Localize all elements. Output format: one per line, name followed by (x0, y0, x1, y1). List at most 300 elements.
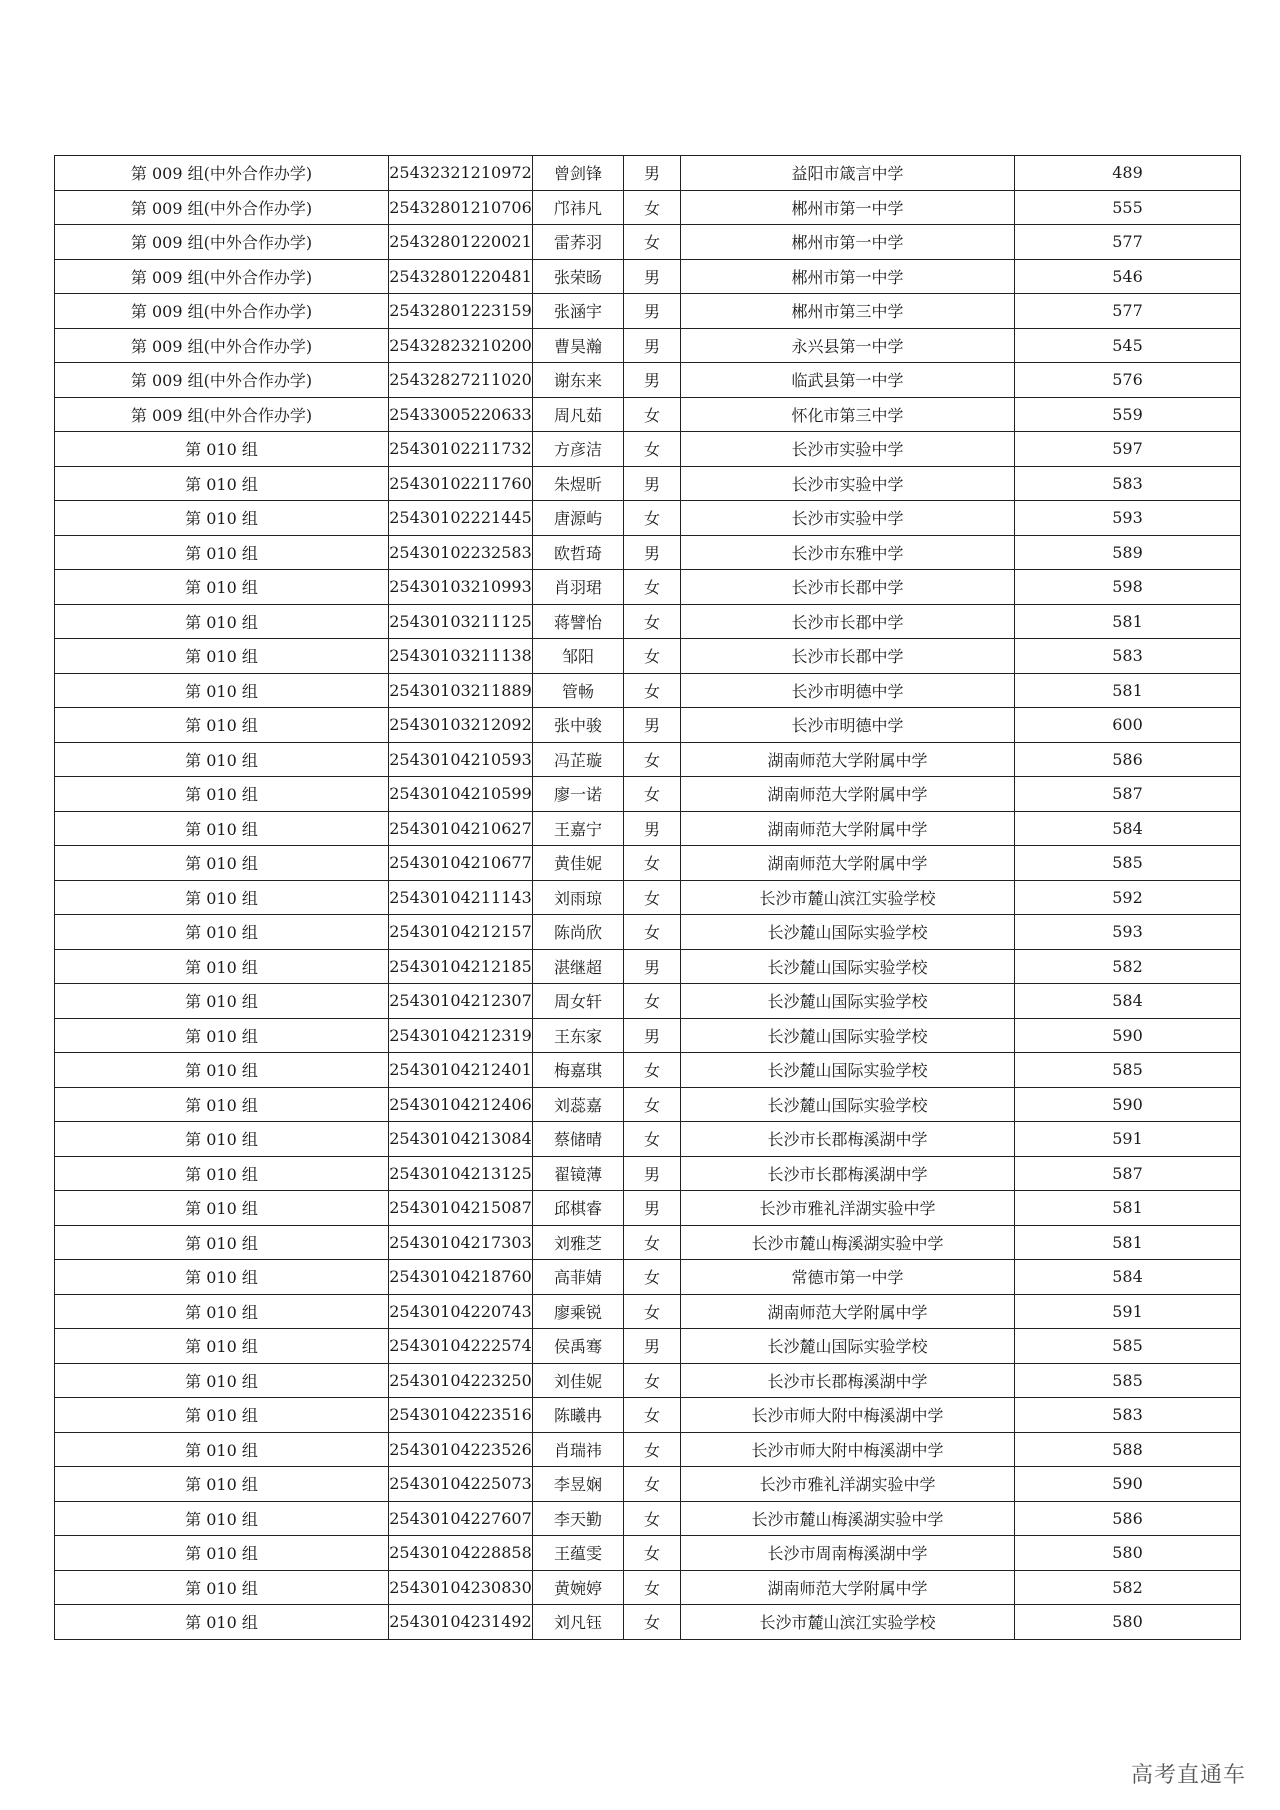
cell-score: 590 (1015, 1087, 1241, 1122)
admission-table-container (54, 155, 1240, 1640)
cell-sex: 女 (624, 1432, 681, 1467)
cell-exam-id: 25430104227607 (389, 1501, 533, 1536)
table-row (55, 1363, 1241, 1398)
table-body (55, 156, 1241, 1640)
cell-school: 长沙市长郡中学 (681, 639, 1015, 674)
cell-score: 586 (1015, 1501, 1241, 1536)
cell-score: 580 (1015, 1536, 1241, 1571)
cell-school: 长沙市明德中学 (681, 708, 1015, 743)
cell-sex: 女 (624, 190, 681, 225)
cell-name: 张中骏 (533, 708, 624, 743)
cell-score: 559 (1015, 397, 1241, 432)
cell-school: 常德市第一中学 (681, 1260, 1015, 1295)
cell-sex: 女 (624, 1501, 681, 1536)
cell-sex: 女 (624, 1225, 681, 1260)
cell-exam-id: 25430104211143 (389, 880, 533, 915)
cell-school: 长沙市师大附中梅溪湖中学 (681, 1432, 1015, 1467)
table-row (55, 949, 1241, 984)
cell-score: 584 (1015, 811, 1241, 846)
cell-score: 587 (1015, 777, 1241, 812)
cell-sex: 男 (624, 363, 681, 398)
cell-score: 585 (1015, 1053, 1241, 1088)
cell-group: 第 010 组 (55, 1570, 389, 1605)
cell-exam-id: 25430104210677 (389, 846, 533, 881)
cell-name: 王嘉宁 (533, 811, 624, 846)
cell-sex: 男 (624, 1329, 681, 1364)
cell-sex: 女 (624, 1122, 681, 1157)
cell-group: 第 010 组 (55, 777, 389, 812)
cell-exam-id: 25430104223526 (389, 1432, 533, 1467)
cell-school: 临武县第一中学 (681, 363, 1015, 398)
cell-exam-id: 25430104228858 (389, 1536, 533, 1571)
cell-score: 586 (1015, 742, 1241, 777)
cell-exam-id: 25430104212406 (389, 1087, 533, 1122)
cell-sex: 女 (624, 1398, 681, 1433)
cell-name: 张涵宇 (533, 294, 624, 329)
table-row (55, 1329, 1241, 1364)
cell-group: 第 010 组 (55, 742, 389, 777)
cell-group: 第 010 组 (55, 1087, 389, 1122)
cell-sex: 女 (624, 1087, 681, 1122)
cell-school: 永兴县第一中学 (681, 328, 1015, 363)
cell-school: 长沙市长郡中学 (681, 604, 1015, 639)
cell-school: 郴州市第一中学 (681, 259, 1015, 294)
table-row (55, 1501, 1241, 1536)
cell-group: 第 009 组(中外合作办学) (55, 156, 389, 191)
cell-school: 长沙市东雅中学 (681, 535, 1015, 570)
cell-sex: 男 (624, 708, 681, 743)
cell-sex: 男 (624, 156, 681, 191)
cell-exam-id: 25430104212307 (389, 984, 533, 1019)
cell-sex: 女 (624, 880, 681, 915)
table-row (55, 501, 1241, 536)
table-row (55, 1018, 1241, 1053)
cell-exam-id: 25432827211020 (389, 363, 533, 398)
cell-exam-id: 25430103211138 (389, 639, 533, 674)
cell-sex: 女 (624, 1605, 681, 1640)
cell-exam-id: 25430104223250 (389, 1363, 533, 1398)
cell-sex: 男 (624, 1018, 681, 1053)
cell-score: 585 (1015, 1329, 1241, 1364)
watermark-text: 高考直通车 (1130, 1763, 1246, 1788)
table-row (55, 1294, 1241, 1329)
cell-group: 第 010 组 (55, 1294, 389, 1329)
cell-score: 580 (1015, 1605, 1241, 1640)
cell-name: 欧哲琦 (533, 535, 624, 570)
table-row (55, 466, 1241, 501)
cell-school: 长沙麓山国际实验学校 (681, 1329, 1015, 1364)
cell-group: 第 009 组(中外合作办学) (55, 225, 389, 260)
cell-name: 黄佳妮 (533, 846, 624, 881)
cell-group: 第 010 组 (55, 1467, 389, 1502)
cell-name: 李昱娴 (533, 1467, 624, 1502)
cell-group: 第 010 组 (55, 1536, 389, 1571)
cell-name: 刘佳妮 (533, 1363, 624, 1398)
cell-exam-id: 25433005220633 (389, 397, 533, 432)
cell-name: 刘雅芝 (533, 1225, 624, 1260)
table-row (55, 1191, 1241, 1226)
cell-group: 第 010 组 (55, 570, 389, 605)
cell-name: 曹昊瀚 (533, 328, 624, 363)
cell-score: 581 (1015, 1191, 1241, 1226)
table-row (55, 984, 1241, 1019)
table-row (55, 156, 1241, 191)
cell-group: 第 009 组(中外合作办学) (55, 190, 389, 225)
cell-sex: 女 (624, 1053, 681, 1088)
cell-name: 刘凡钰 (533, 1605, 624, 1640)
cell-group: 第 009 组(中外合作办学) (55, 259, 389, 294)
cell-group: 第 009 组(中外合作办学) (55, 328, 389, 363)
table-row (55, 604, 1241, 639)
cell-school: 郴州市第三中学 (681, 294, 1015, 329)
cell-name: 廖一诺 (533, 777, 624, 812)
table-row (55, 1260, 1241, 1295)
table-row (55, 1122, 1241, 1157)
cell-group: 第 010 组 (55, 915, 389, 950)
cell-name: 梅嘉琪 (533, 1053, 624, 1088)
cell-score: 576 (1015, 363, 1241, 398)
cell-name: 周女轩 (533, 984, 624, 1019)
cell-exam-id: 25430104210593 (389, 742, 533, 777)
cell-name: 湛继超 (533, 949, 624, 984)
cell-sex: 女 (624, 570, 681, 605)
cell-school: 郴州市第一中学 (681, 190, 1015, 225)
cell-sex: 女 (624, 397, 681, 432)
cell-score: 583 (1015, 1398, 1241, 1433)
cell-group: 第 010 组 (55, 1018, 389, 1053)
cell-group: 第 010 组 (55, 604, 389, 639)
cell-exam-id: 25430104210627 (389, 811, 533, 846)
cell-school: 湖南师范大学附属中学 (681, 1294, 1015, 1329)
cell-exam-id: 25430104213125 (389, 1156, 533, 1191)
cell-exam-id: 25430103210993 (389, 570, 533, 605)
cell-exam-id: 25430103211125 (389, 604, 533, 639)
cell-name: 方彦洁 (533, 432, 624, 467)
cell-exam-id: 25430104210599 (389, 777, 533, 812)
table-row (55, 1156, 1241, 1191)
cell-exam-id: 25430104220743 (389, 1294, 533, 1329)
cell-school: 长沙市实验中学 (681, 466, 1015, 501)
cell-group: 第 010 组 (55, 673, 389, 708)
cell-sex: 男 (624, 294, 681, 329)
table-row (55, 432, 1241, 467)
cell-name: 高菲婧 (533, 1260, 624, 1295)
cell-name: 侯禹骞 (533, 1329, 624, 1364)
cell-group: 第 010 组 (55, 1225, 389, 1260)
cell-group: 第 010 组 (55, 1432, 389, 1467)
cell-name: 李天勤 (533, 1501, 624, 1536)
admission-table (54, 155, 1241, 1640)
cell-group: 第 010 组 (55, 1053, 389, 1088)
cell-school: 长沙市明德中学 (681, 673, 1015, 708)
cell-score: 581 (1015, 604, 1241, 639)
cell-school: 郴州市第一中学 (681, 225, 1015, 260)
cell-name: 雷荞羽 (533, 225, 624, 260)
cell-sex: 男 (624, 811, 681, 846)
cell-name: 黄婉婷 (533, 1570, 624, 1605)
cell-school: 益阳市箴言中学 (681, 156, 1015, 191)
cell-sex: 女 (624, 225, 681, 260)
cell-score: 592 (1015, 880, 1241, 915)
cell-group: 第 009 组(中外合作办学) (55, 294, 389, 329)
cell-exam-id: 25430102211732 (389, 432, 533, 467)
cell-score: 593 (1015, 501, 1241, 536)
cell-sex: 女 (624, 673, 681, 708)
cell-name: 王蕴雯 (533, 1536, 624, 1571)
cell-name: 邱棋睿 (533, 1191, 624, 1226)
cell-group: 第 010 组 (55, 1156, 389, 1191)
cell-exam-id: 25430104212157 (389, 915, 533, 950)
cell-group: 第 010 组 (55, 880, 389, 915)
cell-exam-id: 25430104217303 (389, 1225, 533, 1260)
table-row (55, 915, 1241, 950)
cell-exam-id: 25432321210972 (389, 156, 533, 191)
cell-score: 581 (1015, 673, 1241, 708)
table-row (55, 777, 1241, 812)
cell-name: 翟镜薄 (533, 1156, 624, 1191)
cell-school: 长沙市麓山滨江实验学校 (681, 1605, 1015, 1640)
cell-score: 545 (1015, 328, 1241, 363)
cell-group: 第 009 组(中外合作办学) (55, 363, 389, 398)
cell-name: 冯芷璇 (533, 742, 624, 777)
cell-score: 591 (1015, 1294, 1241, 1329)
cell-group: 第 010 组 (55, 1122, 389, 1157)
cell-sex: 女 (624, 1536, 681, 1571)
cell-exam-id: 25430104215087 (389, 1191, 533, 1226)
cell-name: 刘雨琼 (533, 880, 624, 915)
cell-score: 590 (1015, 1018, 1241, 1053)
table-row (55, 1605, 1241, 1640)
cell-name: 廖乘锐 (533, 1294, 624, 1329)
cell-name: 唐源屿 (533, 501, 624, 536)
cell-score: 583 (1015, 466, 1241, 501)
cell-school: 湖南师范大学附属中学 (681, 811, 1015, 846)
cell-group: 第 010 组 (55, 1363, 389, 1398)
cell-sex: 男 (624, 1156, 681, 1191)
cell-group: 第 010 组 (55, 1329, 389, 1364)
cell-name: 谢东来 (533, 363, 624, 398)
cell-sex: 男 (624, 466, 681, 501)
cell-score: 591 (1015, 1122, 1241, 1157)
cell-group: 第 010 组 (55, 1191, 389, 1226)
cell-school: 长沙麓山国际实验学校 (681, 915, 1015, 950)
cell-school: 湖南师范大学附属中学 (681, 742, 1015, 777)
table-row (55, 1398, 1241, 1433)
cell-exam-id: 25432801220481 (389, 259, 533, 294)
cell-school: 长沙麓山国际实验学校 (681, 1018, 1015, 1053)
cell-sex: 女 (624, 1363, 681, 1398)
cell-school: 长沙市麓山滨江实验学校 (681, 880, 1015, 915)
cell-group: 第 010 组 (55, 846, 389, 881)
cell-group: 第 010 组 (55, 1260, 389, 1295)
cell-group: 第 010 组 (55, 1605, 389, 1640)
cell-school: 长沙市雅礼洋湖实验中学 (681, 1191, 1015, 1226)
cell-score: 582 (1015, 1570, 1241, 1605)
cell-exam-id: 25430104213084 (389, 1122, 533, 1157)
table-row (55, 363, 1241, 398)
table-row (55, 1467, 1241, 1502)
table-row (55, 1536, 1241, 1571)
cell-school: 长沙市麓山梅溪湖实验中学 (681, 1225, 1015, 1260)
cell-score: 598 (1015, 570, 1241, 605)
cell-school: 长沙市雅礼洋湖实验中学 (681, 1467, 1015, 1502)
cell-score: 577 (1015, 225, 1241, 260)
table-row (55, 225, 1241, 260)
cell-school: 怀化市第三中学 (681, 397, 1015, 432)
cell-sex: 男 (624, 1191, 681, 1226)
table-row (55, 1432, 1241, 1467)
cell-score: 546 (1015, 259, 1241, 294)
cell-group: 第 010 组 (55, 949, 389, 984)
table-row (55, 259, 1241, 294)
cell-sex: 女 (624, 984, 681, 1019)
table-row (55, 639, 1241, 674)
table-row (55, 1053, 1241, 1088)
cell-school: 长沙市实验中学 (681, 501, 1015, 536)
cell-school: 长沙市长郡梅溪湖中学 (681, 1363, 1015, 1398)
cell-school: 长沙市周南梅溪湖中学 (681, 1536, 1015, 1571)
cell-exam-id: 25430104212401 (389, 1053, 533, 1088)
cell-score: 589 (1015, 535, 1241, 570)
cell-name: 邝祎凡 (533, 190, 624, 225)
cell-score: 584 (1015, 1260, 1241, 1295)
cell-exam-id: 25432823210200 (389, 328, 533, 363)
cell-name: 周凡茹 (533, 397, 624, 432)
cell-name: 王东家 (533, 1018, 624, 1053)
cell-sex: 女 (624, 777, 681, 812)
cell-school: 湖南师范大学附属中学 (681, 1570, 1015, 1605)
cell-school: 湖南师范大学附属中学 (681, 846, 1015, 881)
cell-score: 597 (1015, 432, 1241, 467)
cell-exam-id: 25430103212092 (389, 708, 533, 743)
cell-score: 581 (1015, 1225, 1241, 1260)
table-row (55, 294, 1241, 329)
table-row (55, 397, 1241, 432)
cell-school: 长沙市长郡中学 (681, 570, 1015, 605)
cell-school: 长沙麓山国际实验学校 (681, 1053, 1015, 1088)
table-row (55, 846, 1241, 881)
table-row (55, 1225, 1241, 1260)
table-row (55, 742, 1241, 777)
cell-school: 长沙市实验中学 (681, 432, 1015, 467)
cell-name: 蔡储晴 (533, 1122, 624, 1157)
cell-sex: 女 (624, 1467, 681, 1502)
cell-score: 489 (1015, 156, 1241, 191)
table-row (55, 570, 1241, 605)
cell-score: 582 (1015, 949, 1241, 984)
cell-exam-id: 25430104223516 (389, 1398, 533, 1433)
table-row (55, 1087, 1241, 1122)
cell-group: 第 009 组(中外合作办学) (55, 397, 389, 432)
cell-exam-id: 25432801210706 (389, 190, 533, 225)
cell-score: 593 (1015, 915, 1241, 950)
cell-school: 长沙市麓山梅溪湖实验中学 (681, 1501, 1015, 1536)
cell-exam-id: 25430104231492 (389, 1605, 533, 1640)
cell-group: 第 010 组 (55, 1501, 389, 1536)
cell-name: 管畅 (533, 673, 624, 708)
cell-score: 583 (1015, 639, 1241, 674)
table-row (55, 328, 1241, 363)
cell-group: 第 010 组 (55, 811, 389, 846)
cell-group: 第 010 组 (55, 708, 389, 743)
cell-sex: 女 (624, 742, 681, 777)
cell-sex: 男 (624, 259, 681, 294)
cell-exam-id: 25432801220021 (389, 225, 533, 260)
cell-sex: 男 (624, 328, 681, 363)
cell-exam-id: 25430104212319 (389, 1018, 533, 1053)
cell-sex: 女 (624, 1260, 681, 1295)
cell-exam-id: 25430102232583 (389, 535, 533, 570)
cell-group: 第 010 组 (55, 984, 389, 1019)
cell-score: 584 (1015, 984, 1241, 1019)
table-row (55, 190, 1241, 225)
cell-exam-id: 25430104218760 (389, 1260, 533, 1295)
cell-school: 湖南师范大学附属中学 (681, 777, 1015, 812)
cell-name: 陈尚欣 (533, 915, 624, 950)
cell-sex: 男 (624, 535, 681, 570)
cell-score: 585 (1015, 846, 1241, 881)
cell-score: 555 (1015, 190, 1241, 225)
cell-school: 长沙市长郡梅溪湖中学 (681, 1122, 1015, 1157)
cell-school: 长沙麓山国际实验学校 (681, 984, 1015, 1019)
table-row (55, 673, 1241, 708)
cell-sex: 女 (624, 846, 681, 881)
table-row (55, 535, 1241, 570)
cell-school: 长沙市长郡梅溪湖中学 (681, 1156, 1015, 1191)
cell-group: 第 010 组 (55, 432, 389, 467)
cell-score: 585 (1015, 1363, 1241, 1398)
cell-exam-id: 25430104222574 (389, 1329, 533, 1364)
table-row (55, 1570, 1241, 1605)
cell-name: 肖瑞祎 (533, 1432, 624, 1467)
cell-school: 长沙麓山国际实验学校 (681, 949, 1015, 984)
cell-group: 第 010 组 (55, 501, 389, 536)
table-row (55, 708, 1241, 743)
cell-sex: 女 (624, 915, 681, 950)
cell-group: 第 010 组 (55, 1398, 389, 1433)
cell-name: 邹阳 (533, 639, 624, 674)
cell-sex: 女 (624, 1570, 681, 1605)
cell-sex: 女 (624, 604, 681, 639)
cell-exam-id: 25430104212185 (389, 949, 533, 984)
cell-sex: 男 (624, 949, 681, 984)
cell-sex: 女 (624, 639, 681, 674)
cell-score: 588 (1015, 1432, 1241, 1467)
cell-name: 朱煜昕 (533, 466, 624, 501)
cell-school: 长沙麓山国际实验学校 (681, 1087, 1015, 1122)
cell-group: 第 010 组 (55, 535, 389, 570)
cell-score: 577 (1015, 294, 1241, 329)
cell-group: 第 010 组 (55, 466, 389, 501)
cell-name: 张荣旸 (533, 259, 624, 294)
cell-school: 长沙市师大附中梅溪湖中学 (681, 1398, 1015, 1433)
cell-score: 590 (1015, 1467, 1241, 1502)
cell-group: 第 010 组 (55, 639, 389, 674)
table-row (55, 880, 1241, 915)
cell-exam-id: 25430104225073 (389, 1467, 533, 1502)
cell-score: 600 (1015, 708, 1241, 743)
cell-exam-id: 25430102211760 (389, 466, 533, 501)
cell-exam-id: 25430104230830 (389, 1570, 533, 1605)
cell-sex: 女 (624, 501, 681, 536)
cell-name: 陈曦冉 (533, 1398, 624, 1433)
cell-sex: 女 (624, 1294, 681, 1329)
cell-name: 蒋譬怡 (533, 604, 624, 639)
cell-score: 587 (1015, 1156, 1241, 1191)
cell-name: 肖羽珺 (533, 570, 624, 605)
cell-name: 曾剑锋 (533, 156, 624, 191)
cell-name: 刘蕊嘉 (533, 1087, 624, 1122)
